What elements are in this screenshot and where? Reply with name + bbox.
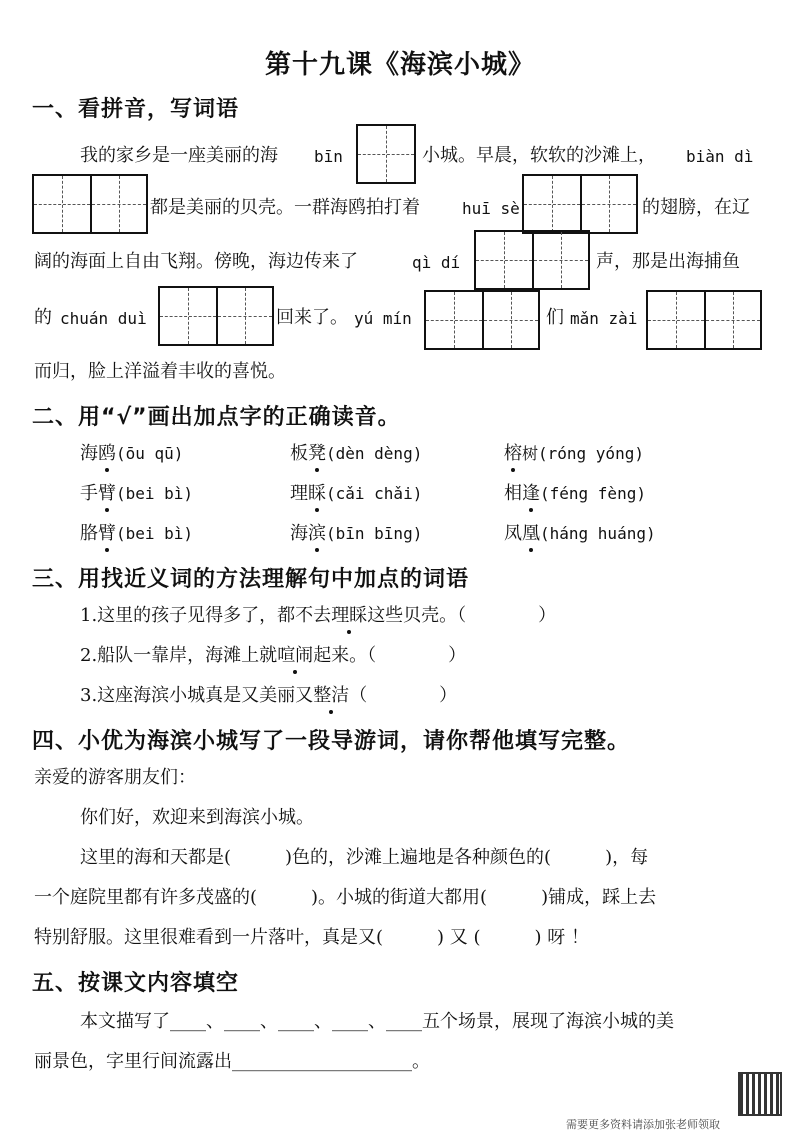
pinyin-yumin: yú mín: [354, 309, 412, 328]
answer-grid-5[interactable]: [158, 286, 274, 346]
answer-grid-2[interactable]: [32, 174, 148, 234]
s2-item-1: 海鸥(ōu qū): [80, 443, 184, 464]
footer-note: 需要更多资料请添加张老师领取: [566, 1118, 720, 1131]
s2-item-2: 板凳(dèn dèng): [290, 443, 423, 464]
s1-line4-text: 回来了。: [276, 307, 348, 328]
s2-item-5: 理睬(cǎi chǎi): [290, 483, 423, 504]
section-2-heading: 二、用“√”画出加点字的正确读音。: [32, 405, 401, 430]
s5-line-1: 本文描写了____、____、____、____、____五个场景，展现了海滨小城的美: [80, 1011, 674, 1032]
s2-item-8: 海滨(bīn bīng): [290, 523, 423, 544]
pinyin-qidi: qì dí: [412, 253, 461, 272]
s1-line2-rest: 的翅膀，在辽: [642, 197, 750, 218]
answer-grid-1[interactable]: [356, 124, 416, 184]
pinyin-bin: bīn: [314, 147, 343, 166]
s2-item-3: 榕树(róng yóng): [504, 443, 644, 464]
s4-para-4: 特别舒服。这里很难看到一片落叶，真是又( ) 又 ( ) 呀 ！: [34, 927, 589, 948]
section-3-heading: 三、用找近义词的方法理解句中加点的词语: [32, 567, 470, 592]
pinyin-huise: huī sè: [462, 199, 520, 218]
s2-item-4: 手臂(bei bì): [80, 483, 194, 504]
s1-line5-text: 而归，脸上洋溢着丰收的喜悦。: [34, 361, 286, 382]
s1-line4-men: 们: [546, 307, 564, 328]
answer-grid-6[interactable]: [424, 290, 540, 350]
answer-grid-7[interactable]: [646, 290, 762, 350]
s3-question-2: 2.船队一靠岸，海滩上就喧闹起来。（ ）: [80, 645, 467, 666]
s1-line1-rest: 小城。早晨，软软的沙滩上，: [422, 145, 656, 166]
s3-question-3: 3.这座海滨小城真是又美丽又整洁（ ）: [80, 685, 458, 706]
s1-line1-text: 我的家乡是一座美丽的海: [80, 145, 278, 166]
s4-para-3: 一个庭院里都有许多茂盛的( )。小城的街道大都用( )铺成，踩上去: [34, 887, 657, 908]
s3-question-1: 1.这里的孩子见得多了，都不去理睬这些贝壳。（ ）: [80, 605, 557, 626]
s1-line2-text: 都是美丽的贝壳。一群海鸥拍打着: [150, 197, 420, 218]
section-5-heading: 五、按课文内容填空: [32, 971, 240, 996]
s2-item-9: 凤凰(háng huáng): [504, 523, 656, 544]
s4-para-2: 这里的海和天都是( )色的，沙滩上遍地是各种颜色的( )，每: [80, 847, 649, 868]
s2-item-7: 胳臂(bei bì): [80, 523, 194, 544]
page-title: 第十九课《海滨小城》: [264, 50, 535, 80]
s4-greeting: 亲爱的游客朋友们：: [34, 767, 196, 788]
s1-line3-text: 阔的海面上自由飞翔。傍晚，海边传来了: [34, 251, 358, 272]
pinyin-biandi: biàn dì: [686, 147, 754, 166]
pinyin-manzai: mǎn zài: [570, 309, 638, 328]
s5-line-2: 丽景色，字里行间流露出____________________。: [34, 1051, 430, 1072]
s1-line3-rest: 声，那是出海捕鱼: [596, 251, 740, 272]
s1-line4-de: 的: [34, 307, 52, 328]
answer-grid-4[interactable]: [474, 230, 590, 290]
section-4-heading: 四、小优为海滨小城写了一段导游词，请你帮他填写完整。: [32, 729, 631, 754]
answer-grid-3[interactable]: [522, 174, 638, 234]
section-1-heading: 一、看拼音，写词语: [32, 97, 240, 122]
s4-para-1: 你们好，欢迎来到海滨小城。: [80, 807, 314, 828]
qr-code-icon: [738, 1072, 782, 1116]
pinyin-chuandui: chuán duì: [60, 309, 147, 328]
s2-item-6: 相逢(féng fèng): [504, 483, 646, 504]
